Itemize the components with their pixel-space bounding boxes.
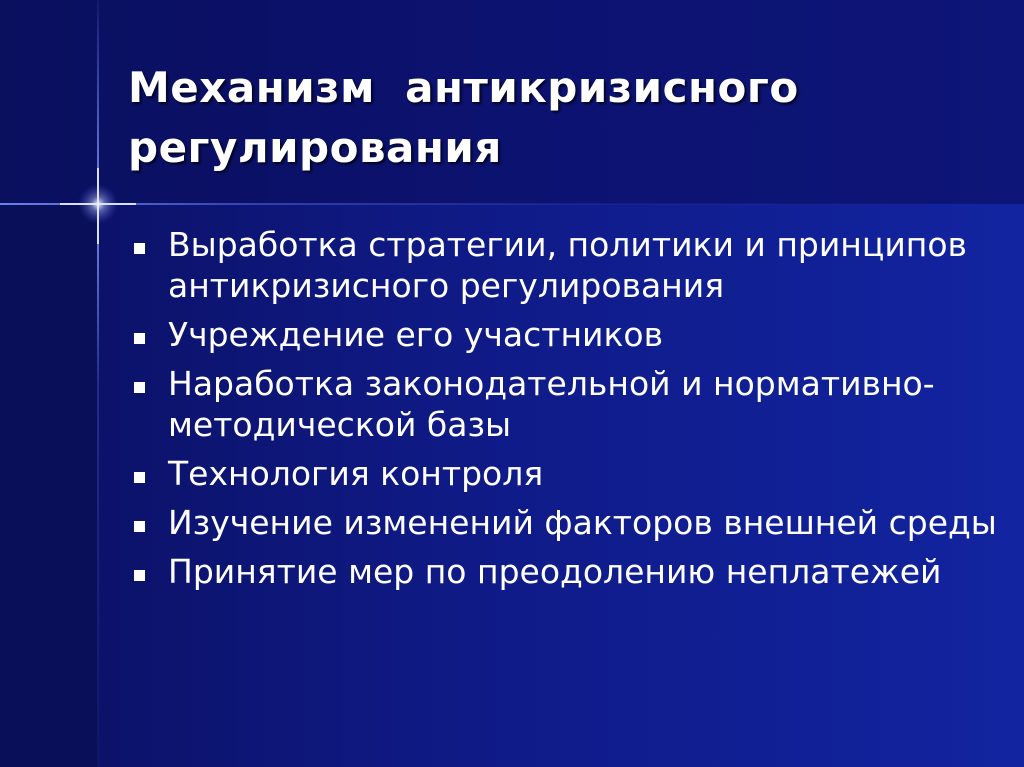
- slide-title: Механизм антикризисного регулирования: [128, 63, 799, 172]
- bullet-list: [128, 224, 1008, 600]
- bullet-text: Принятие мер по преодолению неплатежей: [168, 552, 942, 591]
- square-bullet-icon: [134, 333, 145, 344]
- list-item: [128, 363, 1008, 445]
- sparkle-icon: [60, 168, 136, 244]
- square-bullet-icon: [134, 472, 145, 483]
- bullet-text: Выработка стратегии, политики и принципов антикризисного регулирования: [168, 225, 967, 305]
- square-bullet-icon: [134, 382, 145, 393]
- square-bullet-icon: [134, 570, 145, 581]
- list-item: [128, 453, 1008, 494]
- square-bullet-icon: [134, 521, 145, 532]
- list-item: [128, 551, 1008, 592]
- bullet-text: Учреждение его участников: [168, 315, 664, 354]
- bullet-text: Наработка законодательной и нормативно-методической базы: [168, 364, 935, 444]
- bullet-text: Технология контроля: [168, 454, 544, 493]
- vertical-accent-line: [97, 0, 99, 767]
- bullet-text: Изучение изменений факторов внешней среды: [168, 503, 997, 542]
- list-item: [128, 224, 1008, 306]
- list-item: [128, 502, 1008, 543]
- list-item: [128, 314, 1008, 355]
- header-divider-line: [0, 203, 1024, 205]
- square-bullet-icon: [134, 243, 145, 254]
